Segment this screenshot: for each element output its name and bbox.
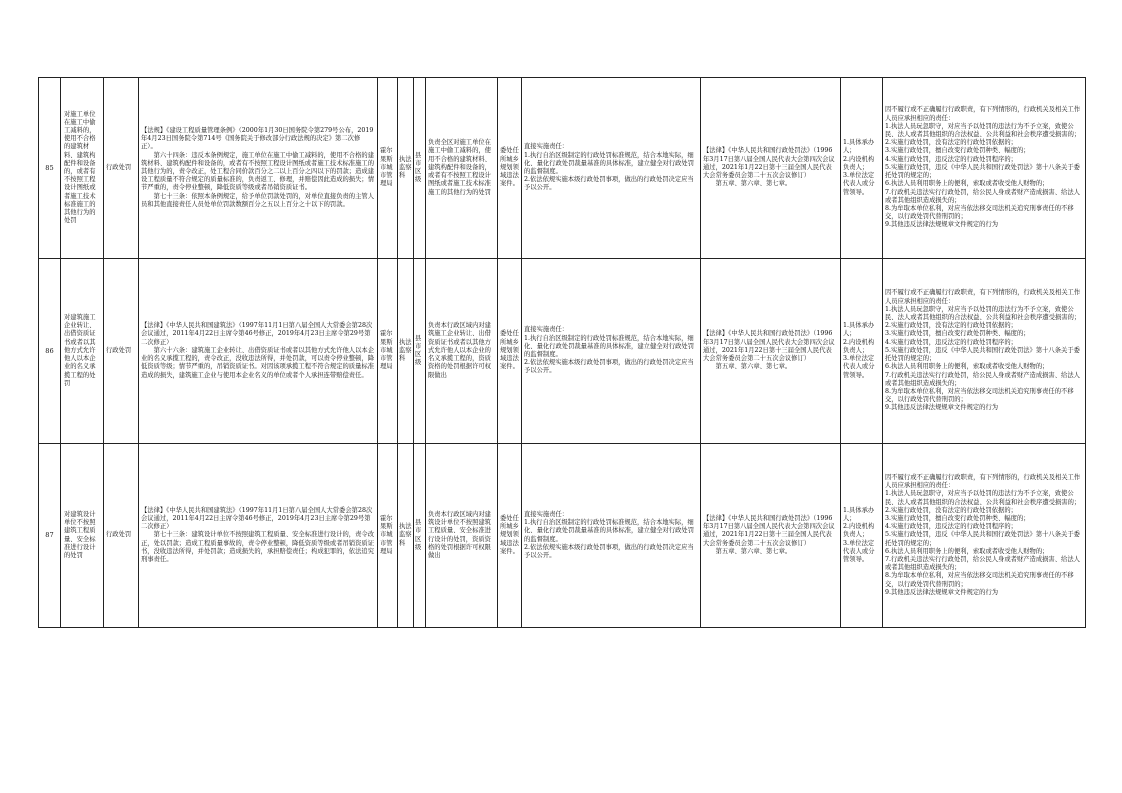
- cell-duty: [522, 259, 701, 444]
- cell-liability: [883, 78, 1086, 259]
- responsible-item: 2.内设机构负责人；: [843, 523, 875, 539]
- cell-category: [104, 444, 139, 628]
- cell-duty: [522, 78, 701, 259]
- table-row: [39, 259, 1086, 444]
- row-number: 87: [45, 531, 54, 540]
- cell-level: [414, 259, 426, 444]
- responsible-item: 1.具体承办人；: [843, 322, 875, 338]
- liability-item: 1.执法人员玩忽职守，对应当予以处罚的违法行为不予立案，致使公民、法人或者其他组织的合法权益、公共利益和社会秩序遭受损害的；: [885, 305, 1081, 322]
- liability-item: 9.其他违反法律法规规章文件规定的行为: [885, 404, 999, 412]
- agency-name: 霍尔果斯市城市管理局: [380, 514, 393, 555]
- liability-item: 4.实施行政处罚，违反法定的行政处罚程序的；: [885, 338, 1017, 346]
- liability-item: 3.实施行政处罚，擅自改变行政处罚种类、幅度的；: [885, 147, 1030, 155]
- duty-paragraph: 直接实施责任：: [524, 326, 569, 334]
- responsible-item: 3.单位法定代表人或分管领导。: [843, 172, 875, 196]
- liability-item: 2.实施行政处罚，没有法定的行政处罚依据的；: [885, 322, 1017, 330]
- cell-category: [104, 78, 139, 259]
- liability-item: 因不履行或不正确履行行政职责，有下列情形的，行政机关及相关工作人员应承担相应的责任：: [885, 106, 1081, 122]
- cell-assignment: [498, 444, 522, 628]
- liability-item: 7.行政机关违法实行行政处罚，给公民人身或者财产造成损害、给法人或者其他组织造成损失的；: [885, 371, 1080, 387]
- responsible-item: 3.单位法定代表人或分管领导。: [843, 355, 875, 379]
- liability-item: 3.实施行政处罚，擅自改变行政处罚种类、幅度的；: [885, 514, 1030, 522]
- cell-duty-basis: [701, 444, 841, 628]
- responsible-item: 1.具体承办人；: [843, 506, 875, 522]
- cell-department: [398, 444, 414, 628]
- cell-level: [414, 78, 426, 259]
- duty-paragraph: 1.执行自治区级制定的行政处罚标准规范，结合本地实际，细化、量化行政处罚裁量基准的具体标准，建立健全对行政处罚的监督制度。: [524, 519, 695, 543]
- cell-level: [414, 444, 426, 628]
- scope-text: 负责本行政区域内对建筑施工企业转让、出借资质证书或者以其他方式允许他人以本企业的名义承揽工程的，资质资格的处罚根据许可权限做出: [428, 322, 491, 379]
- exercise-level: 县市区级: [415, 151, 422, 184]
- liability-item: 6.执法人员利用职务上的便利，索取或者收受他人财物的；: [885, 547, 1049, 555]
- liability-item: 5.实施行政处罚，违反《中华人民共和国行政处罚法》第十八条关于委托处罚的规定的；: [885, 346, 1080, 363]
- department-name: 执法监察科: [399, 338, 412, 363]
- item-category: 行政处罚: [106, 346, 132, 354]
- scope-text: 负责本行政区域内对建筑设计单位不按照建筑工程质量、安全标准进行设计的处罚，资质资格的处罚根据许可权限做出: [428, 510, 491, 559]
- cell-duty: [522, 444, 701, 628]
- cell-assignment: [498, 259, 522, 444]
- assignment-text: 委处任所城乡规划领域违法案件。: [500, 330, 519, 371]
- cell-category: [104, 259, 139, 444]
- assignment-text: 委处任所城乡规划领域违法案件。: [500, 147, 519, 188]
- exercise-level: 县市区级: [415, 519, 422, 551]
- liability-item: 6.执法人员利用职务上的便利，索取或者收受他人财物的；: [885, 180, 1049, 188]
- liability-item: 因不履行或不正确履行行政职责，有下列情形的，行政机关及相关工作人员应承担相应的责任：: [885, 289, 1081, 305]
- duty-paragraph: 2.依法依规实施本级行政处罚事项，做出的行政处罚决定应当予以公开。: [524, 359, 694, 375]
- cell-legal-basis: [139, 78, 378, 259]
- cell-scope: [426, 444, 498, 628]
- duty-basis-paragraph: 【法律】《中华人民共和国行政处罚法》（1996年3月17日第八届全国人民代表大会第四次会议通过，2021年1月22日第十三届全国人民代表大会常务委员会第二十五次会议修订）: [703, 147, 835, 180]
- row-number: 86: [45, 346, 54, 355]
- liability-item: 4.实施行政处罚，违反法定的行政处罚程序的；: [885, 523, 1017, 531]
- basis-paragraph: 【法律】《中华人民共和国建筑法》（1997年11月1日第八届全国人大常委会第28次会议通过，2011年4月22日主席令第46号修正，2019年4月23日主席令第29号第二次修正）: [141, 506, 373, 531]
- responsible-item: 2.内设机构负责人；: [843, 155, 875, 171]
- cell-department: [398, 259, 414, 444]
- liability-item: 3.实施行政处罚，擅自改变行政处罚种类、幅度的；: [885, 330, 1030, 338]
- cell-assignment: [498, 78, 522, 259]
- cell-duty-basis: [701, 78, 841, 259]
- cell-responsible: [841, 444, 883, 628]
- basis-paragraph: 第七十三条：建筑设计单位不按照建筑工程质量、安全标准进行设计的，责令改正，处以罚款；造成工程质量事故的，责令停业整顿，降低资质等级或者吊销资质证书，没收违法所得，并处罚款；造成损失的，承担赔偿责任；构成犯罪的，依法追究刑事责任。: [141, 531, 374, 563]
- cell-liability: [883, 259, 1086, 444]
- cell-liability: [883, 444, 1086, 628]
- table-row: [39, 78, 1086, 259]
- duty-paragraph: 1.执行自治区级制定的行政处罚标准规范，结合本地实际，细化、量化行政处罚裁量基准的具体标准，建立健全对行政处罚的监督制度。: [524, 334, 695, 358]
- exercise-level: 县市区级: [415, 334, 422, 367]
- liability-item: 6.执法人员利用职务上的便利，索取或者收受他人财物的；: [885, 363, 1049, 371]
- row-number: 85: [45, 163, 54, 172]
- basis-paragraph: 第七十三条：依照本条例规定，给予单位罚款处罚的，对单位直接负责的主管人员和其他直接责任人员处单位罚款数额百分之五以上百分之十以下的罚款。: [141, 192, 374, 208]
- liability-item: 8.为牟取本单位私利，对应当依法移交司法机关追究刑事责任的不移交，以行政处罚代替刑罚的；: [885, 572, 1074, 588]
- item-name: 对建筑施工企业转让、出借资质证书或者以其他方式允许他人以本企业的名义承揽工程的处罚: [64, 314, 96, 387]
- liability-item: 2.实施行政处罚，没有法定的行政处罚依据的；: [885, 506, 1017, 514]
- responsible-item: 2.内设机构负责人；: [843, 338, 875, 354]
- liability-item: 5.实施行政处罚，违反《中华人民共和国行政处罚法》第十八条关于委托处罚的规定的；: [885, 531, 1080, 547]
- duty-basis-paragraph: 第五章、第六章、第七章。: [715, 547, 792, 555]
- item-category: 行政处罚: [106, 531, 132, 539]
- liability-item: 8.为牟取本单位私利，对应当依法移交司法机关追究刑事责任的不移交，以行政处罚代替刑罚的；: [885, 387, 1074, 404]
- power-list-table: [38, 77, 1086, 628]
- duty-paragraph: 2.依法依规实施本级行政处罚事项，做出的行政处罚决定应当予以公开。: [524, 543, 694, 559]
- department-name: 执法监察科: [399, 523, 412, 547]
- duty-basis-paragraph: 【法律】《中华人民共和国行政处罚法》（1996年3月17日第八届全国人民代表大会第四次会议通过，2021年1月22日第十三届全国人民代表大会常务委员会第二十五次会议修订）: [703, 514, 835, 547]
- duty-paragraph: 直接实施责任：: [524, 143, 569, 151]
- liability-item: 8.为牟取本单位私利，对应当依法移交司法机关追究刑事责任的不移交，以行政处罚代替刑罚的；: [885, 204, 1074, 221]
- cell-agency: [378, 444, 398, 628]
- cell-duty-basis: [701, 259, 841, 444]
- duty-basis-paragraph: 第五章、第六章、第七章。: [715, 180, 792, 188]
- cell-responsible: [841, 259, 883, 444]
- liability-item: 9.其他违反法律法规规章文件规定的行为: [885, 221, 999, 229]
- duty-paragraph: 直接实施责任：: [524, 510, 569, 518]
- basis-paragraph: 【法律】《中华人民共和国建筑法》（1997年11月1日第八届全国人大常委会第28次会议通过，2011年4月22日主席令第46号修正，2019年4月23日主席令第29号第二次修正）: [141, 322, 373, 346]
- agency-name: 霍尔果斯市城市管理局: [380, 147, 393, 188]
- item-name: 对施工单位在施工中偷工减料的，使用不合格的建筑材料、建筑构配件和设备的，或者有不按照工程设计图纸或者施工技术标准施工的其他行为的处罚: [64, 110, 96, 225]
- cell-scope: [426, 259, 498, 444]
- cell-responsible: [841, 78, 883, 259]
- item-category: 行政处罚: [106, 163, 132, 171]
- liability-item: 1.执法人员玩忽职守，对应当予以处罚的违法行为不予立案，致使公民、法人或者其他组织的合法权益、公共利益和社会秩序遭受损害的；: [885, 490, 1081, 506]
- cell-legal-basis: [139, 259, 378, 444]
- cell-item-name: [61, 444, 104, 628]
- cell-number: [39, 444, 61, 628]
- liability-item: 1.执法人员玩忽职守，对应当予以处罚的违法行为不予立案，致使公民、法人或者其他组织的合法权益、公共利益和社会秩序遭受损害的；: [885, 122, 1081, 139]
- department-name: 执法监察科: [399, 155, 412, 180]
- duty-basis-paragraph: 【法律】《中华人民共和国行政处罚法》（1996年3月17日第八届全国人民代表大会第四次会议通过，2021年1月22日第十三届全国人民代表大会常务委员会第二十五次会议修订）: [703, 330, 835, 363]
- assignment-text: 委处任所城乡规划领域违法案件。: [500, 514, 519, 555]
- liability-item: 2.实施行政处罚，没有法定的行政处罚依据的；: [885, 139, 1017, 147]
- cell-number: [39, 78, 61, 259]
- cell-item-name: [61, 259, 104, 444]
- duty-basis-paragraph: 第五章、第六章、第七章。: [715, 363, 792, 371]
- liability-item: 7.行政机关违法实行行政处罚，给公民人身或者财产造成损害、给法人或者其他组织造成损失的；: [885, 188, 1080, 204]
- duty-paragraph: 2.依法依规实施本级行政处罚事项，做出的行政处罚决定应当予以公开。: [524, 176, 694, 192]
- item-name: 对建筑设计单位不按照建筑工程质量、安全标准进行设计的处罚: [64, 510, 96, 559]
- basis-paragraph: 第六十六条：建筑施工企业转让、出借资质证书或者以其他方式允许他人以本企业的名义承揽工程的，责令改正，没收违法所得，并处罚款，可以责令停业整顿，降低资质等级；情节严重的，吊销资质证书。对因该项承揽工程不符合规定的质量标准造成的损失，建筑施工企业与使用本企业名义的单位或者个人承担连带赔偿责任。: [141, 346, 374, 379]
- cell-department: [398, 78, 414, 259]
- agency-name: 霍尔果斯市城市管理局: [380, 330, 393, 371]
- cell-item-name: [61, 78, 104, 259]
- cell-number: [39, 259, 61, 444]
- duty-paragraph: 1.执行自治区级制定的行政处罚标准规范，结合本地实际，细化、量化行政处罚裁量基准的具体标准，建立健全对行政处罚的监督制度。: [524, 151, 695, 175]
- liability-item: 9.其他违反法律法规规章文件规定的行为: [885, 588, 999, 596]
- basis-paragraph: 【法规】《建设工程质量管理条例》（2000年1月30日国务院令第279号公布，2019年4月23日国务院令第714号《国务院关于修改部分行政法规的决定》第二次修正）。: [141, 126, 374, 151]
- basis-paragraph: 第六十四条：违反本条例规定，施工单位在施工中偷工减料的，使用不合格的建筑材料、建筑构配件和设备的，或者有不按照工程设计图纸或者施工技术标准施工的其他行为的，责令改正，处工程合同价款百分之二以上百分之四以下的罚款；造成建设工程质量不符合规定的质量标准的，负责返工、修理，并赔偿因此造成的损失；情节严重的，责令停业整顿，降低资质等级或者吊销资质证书。: [141, 151, 374, 192]
- liability-item: 5.实施行政处罚，违反《中华人民共和国行政处罚法》第十八条关于委托处罚的规定的；: [885, 163, 1080, 180]
- cell-agency: [378, 259, 398, 444]
- cell-legal-basis: [139, 444, 378, 628]
- liability-item: 4.实施行政处罚，违反法定的行政处罚程序的；: [885, 155, 1017, 163]
- scope-text: 负责全区对施工单位在施工中偷工减料的，使用不合格的建筑材料、建筑构配件和设备的，或者有不按照工程设计图纸或者施工技术标准施工的其他行为的处罚: [428, 139, 491, 196]
- cell-agency: [378, 78, 398, 259]
- responsible-item: 3.单位法定代表人或分管领导。: [843, 539, 875, 563]
- liability-item: 因不履行或不正确履行行政职责，有下列情形的，行政机关及相关工作人员应承担相应的责任：: [885, 473, 1081, 490]
- responsible-item: 1.具体承办人；: [843, 139, 875, 155]
- liability-item: 7.行政机关违法实行行政处罚，给公民人身或者财产造成损害、给法人或者其他组织造成损失的；: [885, 556, 1080, 572]
- table-row: [39, 444, 1086, 628]
- cell-scope: [426, 78, 498, 259]
